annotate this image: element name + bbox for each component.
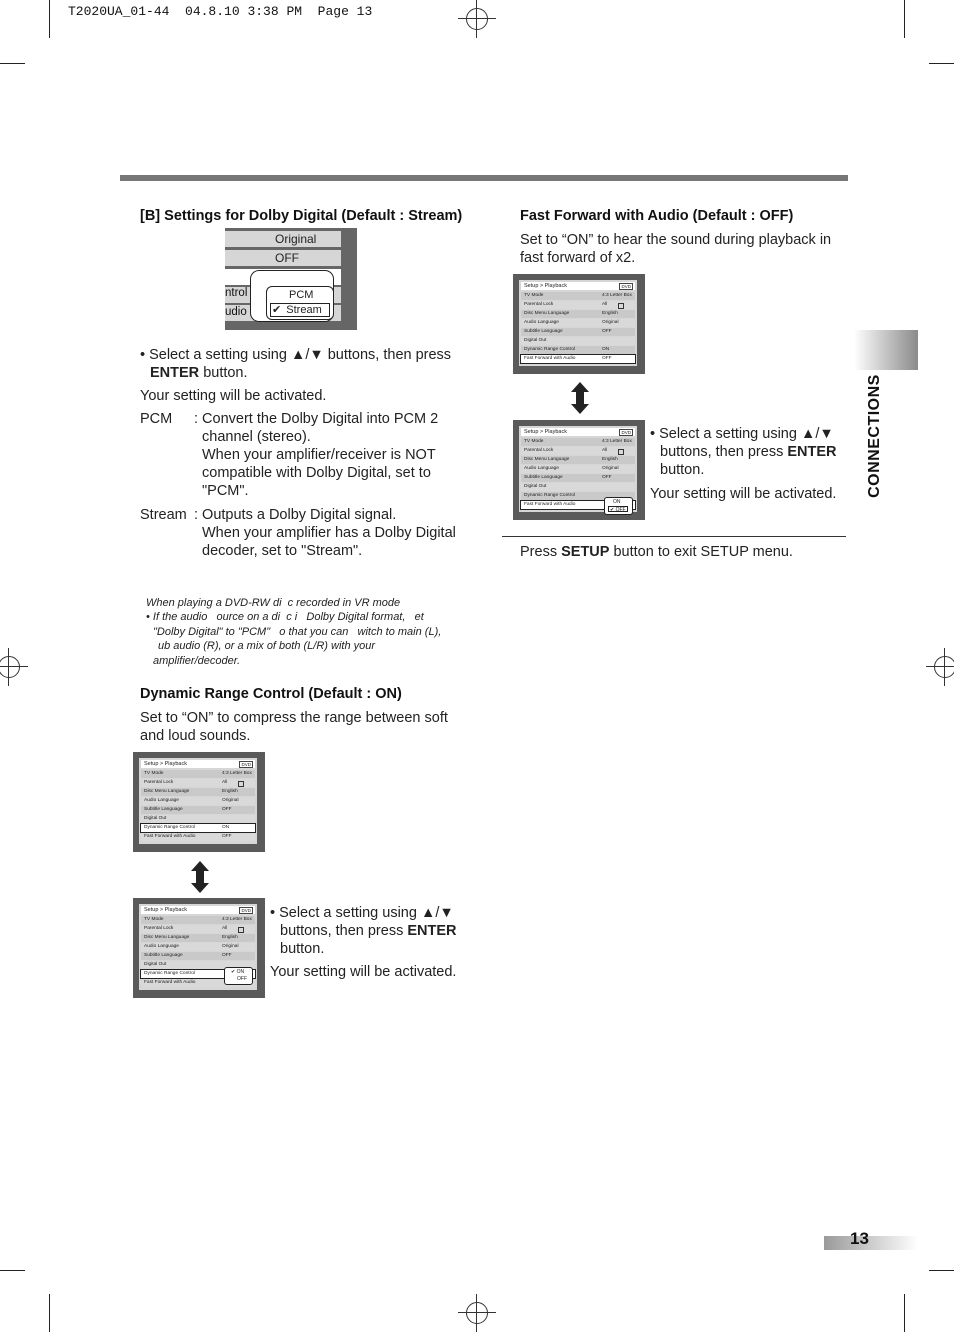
crop-mark	[929, 63, 954, 64]
dvd-badge: DVD	[241, 908, 251, 913]
menu-row: Disc Menu Language English	[521, 310, 635, 318]
menu-row: Audio Language Original	[521, 465, 635, 473]
crop-mark	[0, 63, 25, 64]
ffwd-heading: Fast Forward with Audio (Default : OFF)	[520, 208, 794, 224]
menu-header: Setup > Playback DVD	[141, 906, 255, 914]
registration-mark-left	[0, 648, 28, 686]
registration-mark-bottom	[458, 1294, 496, 1332]
dolby-heading: [B] Settings for Dolby Digital (Default : Stream)	[140, 208, 463, 224]
page-number-bar	[824, 1236, 918, 1250]
exit-instruction: Press SETUP button to exit SETUP menu.	[520, 544, 793, 560]
menu-row: Fast Forward with Audio	[141, 979, 255, 987]
menu-header: Setup > Playback DVD	[141, 760, 255, 768]
setup-menu-screenshot-popup	[133, 898, 265, 998]
menu-row: TV Mode 4:3 Letter Box	[141, 916, 255, 924]
menu-row: Dynamic Range Control ON	[521, 346, 635, 354]
dolby-side-label: udio	[225, 306, 247, 318]
popup-option-on[interactable]: ✔ ON	[231, 969, 245, 975]
lock-icon	[238, 781, 244, 787]
side-tab-gradient	[854, 330, 918, 370]
enter-key-label: ENTER	[787, 444, 837, 460]
dolby-option-stream[interactable]	[270, 303, 330, 317]
exit-divider	[502, 536, 846, 537]
menu-row: Audio Language Original	[141, 797, 255, 805]
menu-row: Dynamic Range Control	[521, 492, 635, 500]
menu-row: Subtitle Language OFF	[141, 806, 255, 814]
menu-row: Audio Language Original	[521, 319, 635, 327]
dolby-activated: Your setting will be activated.	[140, 388, 327, 404]
menu-row-selected[interactable]: Fast Forward with Audio OFF	[521, 355, 635, 363]
page-number: 13	[850, 1229, 869, 1248]
slug-time: 3:38 PM	[247, 4, 303, 19]
crop-mark	[0, 1270, 25, 1271]
dolby-option-stream-label: Stream	[286, 304, 322, 316]
menu-row-selected[interactable]: Dynamic Range Control	[141, 970, 255, 978]
enter-key-label: ENTER	[150, 365, 200, 381]
check-icon: ✔	[272, 304, 282, 316]
up-down-arrow-icon	[571, 382, 589, 414]
drc-activated: Your setting will be activated.	[270, 964, 457, 980]
crop-mark	[49, 0, 50, 38]
slug-page: Page 13	[317, 4, 373, 19]
on-off-popup	[604, 497, 633, 515]
up-down-arrow-icon	[191, 861, 209, 893]
crop-mark	[929, 1270, 954, 1271]
ffwd-description: Set to “ON” to hear the sound during playback in fast forward of x2.	[520, 232, 832, 266]
stream-term: Stream	[140, 507, 187, 523]
lock-icon	[618, 449, 624, 455]
menu-row: Parental Lock All	[521, 301, 635, 309]
menu-row: Parental Lock All	[141, 779, 255, 787]
menu-row: Subtitle Language OFF	[521, 474, 635, 482]
slug-date: 04.8.10	[185, 4, 240, 19]
dvd-badge: DVD	[621, 284, 631, 289]
lock-icon	[238, 927, 244, 933]
menu-row: Disc Menu Language English	[521, 456, 635, 464]
popup-option-off[interactable]: ✔ OFF	[608, 506, 628, 512]
menu-row: TV Mode 4:3 Letter Box	[141, 770, 255, 778]
menu-row: Digital Out	[521, 337, 635, 345]
menu-row: Digital Out	[521, 483, 635, 491]
menu-header: Setup > Playback DVD	[521, 282, 635, 290]
lock-icon	[618, 303, 624, 309]
menu-row: Parental Lock All	[141, 925, 255, 933]
dolby-side-label: ntrol	[225, 287, 248, 299]
ffwd-activated: Your setting will be activated.	[650, 486, 837, 502]
menu-panel	[519, 280, 637, 366]
on-off-popup	[224, 967, 253, 985]
check-icon: ✔	[610, 507, 615, 513]
setup-menu-screenshot	[513, 274, 645, 374]
enter-key-label: ENTER	[407, 923, 457, 939]
dvd-badge: DVD	[621, 430, 631, 435]
slug-file: T2020UA_01-44	[68, 4, 170, 19]
popup-option-off[interactable]: OFF	[237, 976, 247, 982]
dolby-row-off: OFF	[225, 250, 341, 266]
dolby-note: When playing a DVD-RW di c recorded in VR mode • If the audio ource on a di c i Dolby Digital format, et "Dolby Digital" to "PCM" o that you can witch to main (L), ub audio (R), or a mix of both (L/R) with your amplifier/decoder.	[146, 596, 442, 667]
dolby-instruction: • Select a setting using ▲/▼ buttons, then press ENTER button.	[140, 347, 452, 381]
crop-mark	[904, 1294, 905, 1332]
pcm-description: : Convert the Dolby Digital into PCM 2 channel (stereo). When your amplifier/receiver is NOT compatible with Dolby Digital, set to "PCM".	[194, 411, 439, 499]
menu-row: Digital Out	[141, 961, 255, 969]
menu-panel	[139, 904, 257, 990]
drc-description: Set to “ON” to compress the range between soft and loud sounds.	[140, 710, 448, 744]
menu-row: Audio Language Original	[141, 943, 255, 951]
menu-row: TV Mode 4:3 Letter Box	[521, 292, 635, 300]
slug-line	[68, 4, 372, 19]
menu-row: Parental Lock All	[521, 447, 635, 455]
menu-row: Disc Menu Language English	[141, 934, 255, 942]
dvd-badge: DVD	[241, 762, 251, 767]
menu-panel	[139, 758, 257, 844]
top-rule	[120, 175, 848, 181]
menu-row-selected[interactable]: Fast Forward with Audio	[521, 501, 635, 509]
dolby-row-original: Original	[225, 231, 341, 247]
setup-menu-screenshot-popup	[513, 420, 645, 520]
check-icon: ✔	[231, 969, 236, 975]
menu-panel	[519, 426, 637, 512]
registration-mark-top	[458, 0, 496, 38]
side-tab-label: CONNECTIONS	[866, 374, 883, 498]
popup-option-on[interactable]: ON	[613, 499, 621, 505]
menu-row: Disc Menu Language English	[141, 788, 255, 796]
crop-mark	[49, 1294, 50, 1332]
dolby-option-pcm[interactable]: PCM	[289, 289, 314, 301]
menu-row: Subtitle Language OFF	[141, 952, 255, 960]
setup-menu-screenshot	[133, 752, 265, 852]
drc-instruction: • Select a setting using ▲/▼ buttons, then press ENTER button.	[270, 905, 457, 957]
crop-mark	[904, 0, 905, 38]
stream-description: : Outputs a Dolby Digital signal. When your amplifier has a Dolby Digital decoder, set to "Stream".	[194, 507, 456, 559]
pcm-term: PCM	[140, 411, 173, 427]
menu-row: Digital Out	[141, 815, 255, 823]
menu-row-selected[interactable]: Dynamic Range Control ON	[141, 824, 255, 832]
dolby-options-popup	[266, 286, 334, 320]
menu-header: Setup > Playback DVD	[521, 428, 635, 436]
registration-mark-right	[926, 648, 954, 686]
ffwd-instruction: • Select a setting using ▲/▼ buttons, then press ENTER button.	[650, 426, 837, 478]
menu-row: Fast Forward with Audio OFF	[141, 833, 255, 841]
menu-row: TV Mode 4:3 Letter Box	[521, 438, 635, 446]
drc-heading: Dynamic Range Control (Default : ON)	[140, 686, 402, 702]
menu-row: Subtitle Language OFF	[521, 328, 635, 336]
setup-key-label: SETUP	[561, 544, 610, 560]
